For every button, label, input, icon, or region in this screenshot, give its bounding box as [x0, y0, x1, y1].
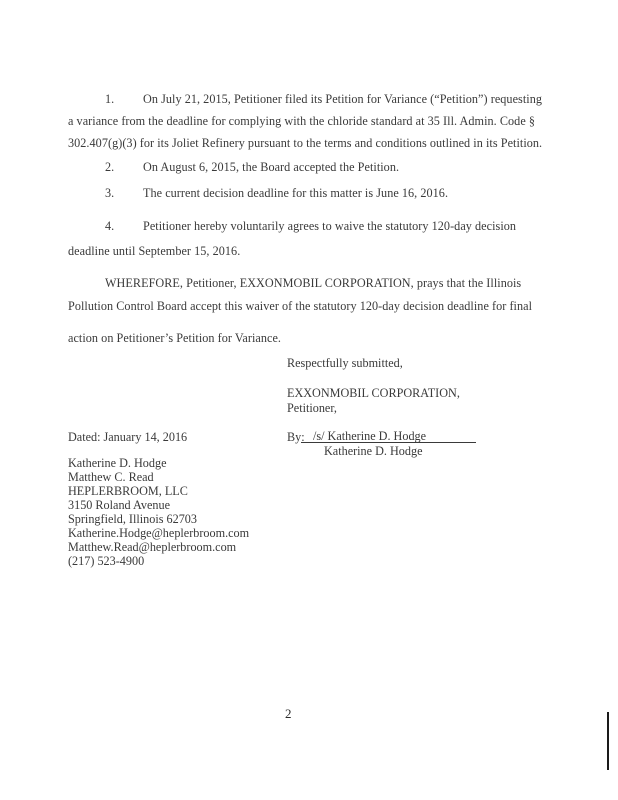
scan-edge-mark	[607, 712, 609, 770]
wherefore-line-3: action on Petitioner’s Petition for Variance.	[68, 331, 281, 345]
by-label: By:	[287, 430, 305, 444]
signature-line	[301, 442, 476, 443]
counsel-line: Matthew C. Read	[68, 470, 154, 484]
counsel-email: Matthew.Read@heplerbroom.com	[68, 540, 237, 554]
signer-name: Katherine D. Hodge	[324, 444, 423, 458]
wherefore-line-2: Pollution Control Board accept this waiver of the statutory 120-day decision deadline for final	[68, 299, 533, 313]
dated-line: Dated: January 14, 2016	[68, 430, 188, 444]
paragraph-1-number: 1.	[105, 92, 115, 106]
company-role: Petitioner,	[287, 401, 337, 415]
paragraph-1-line-3: 302.407(g)(3) for its Joliet Refinery pursuant to the terms and conditions outlined in its Petition.	[68, 136, 543, 150]
counsel-phone: (217) 523-4900	[68, 554, 145, 568]
paragraph-2-line-1: On August 6, 2015, the Board accepted the Petition.	[143, 160, 400, 174]
counsel-line: HEPLERBROOM, LLC	[68, 484, 188, 498]
wherefore-line-1: WHEREFORE, Petitioner, EXXONMOBIL CORPORATION, prays that the Illinois	[105, 276, 522, 290]
paragraph-4-number: 4.	[105, 219, 115, 233]
company-name: EXXONMOBIL CORPORATION,	[287, 386, 460, 400]
paragraph-3-number: 3.	[105, 186, 115, 200]
respectfully-submitted: Respectfully submitted,	[287, 356, 403, 370]
counsel-email: Katherine.Hodge@heplerbroom.com	[68, 526, 250, 540]
counsel-line: Katherine D. Hodge	[68, 456, 167, 470]
counsel-line: 3150 Roland Avenue	[68, 498, 170, 512]
paragraph-4-line-2: deadline until September 15, 2016.	[68, 244, 241, 258]
page-number: 2	[285, 706, 292, 721]
paragraph-1-line-1: On July 21, 2015, Petitioner filed its Petition for Variance (“Petition”) requesting	[143, 92, 542, 106]
paragraph-3-line-1: The current decision deadline for this matter is June 16, 2016.	[143, 186, 449, 200]
paragraph-4-line-1: Petitioner hereby voluntarily agrees to waive the statutory 120-day decision	[143, 219, 517, 233]
counsel-line: Springfield, Illinois 62703	[68, 512, 197, 526]
paragraph-1-line-2: a variance from the deadline for complying with the chloride standard at 35 Ill. Admin. Code §	[68, 114, 536, 128]
signature: /s/ Katherine D. Hodge	[313, 429, 427, 443]
paragraph-2-number: 2.	[105, 160, 115, 174]
